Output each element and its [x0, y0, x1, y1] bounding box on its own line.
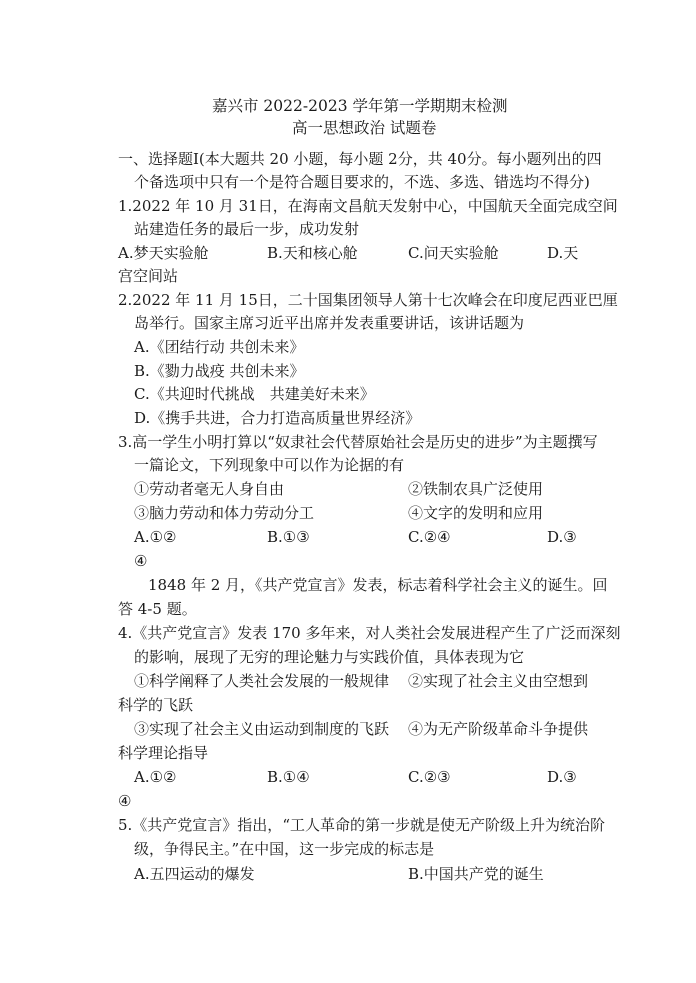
q3-stem-cont: 一篇论文，下列现象中可以作为论据的有: [134, 456, 405, 474]
q5-stem-cont: 级，争得民主。”在中国，这一步完成的标志是: [134, 840, 435, 858]
q1-option-d-cont: 宫空间站: [118, 267, 179, 285]
q1-stem: 1.2022 年 10 月 31日，在海南文昌航天发射中心，中国航天全面完成空间: [118, 197, 618, 215]
section-heading: 一、选择题Ⅰ(本大题共 20 小题，每小题 2分，共 40分。每小题列出的四: [118, 150, 602, 168]
q5-option-a: A.五四运动的爆发: [134, 865, 255, 883]
q4-item-2-cont: 科学的飞跃: [118, 696, 194, 714]
q4-item-2: ②实现了社会主义由空想到: [408, 672, 589, 690]
exam-subtitle: 高一思想政治 试题卷: [292, 119, 437, 137]
q3-item-4: ④文字的发明和应用: [408, 504, 544, 522]
q4-stem-cont: 的影响，展现了无穷的理论魅力与实践价值，具体表现为它: [134, 648, 525, 666]
q4-item-1: ①科学阐释了人类社会发展的一般规律: [134, 672, 390, 690]
q5-stem: 5.《共产党宣言》指出，“工人革命的第一步就是使无产阶级上升为统治阶: [118, 816, 605, 834]
q2-stem: 2.2022 年 11 月 15日，二十国集团领导人第十七次峰会在印度尼西亚巴厘: [118, 291, 618, 309]
q4-item-3: ③实现了社会主义由运动到制度的飞跃: [134, 720, 390, 738]
q4-option-a: A.①②: [134, 768, 177, 786]
q4-item-4: ④为无产阶级革命斗争提供: [408, 720, 589, 738]
q1-option-b: B.天和核心舱: [267, 244, 358, 262]
q1-stem-cont: 站建造任务的最后一步，成功发射: [134, 220, 360, 238]
q1-option-d: D.天: [547, 244, 579, 262]
material-text-cont: 答 4-5 题。: [118, 600, 197, 618]
q4-option-d-cont: ④: [118, 792, 132, 810]
material-text: 1848 年 2 月，《共产党宣言》发表，标志着科学社会主义的诞生。回: [148, 576, 608, 594]
q4-option-b: B.①④: [267, 768, 310, 786]
q3-option-d-cont: ④: [134, 552, 148, 570]
q1-option-c: C.问天实验舱: [408, 244, 499, 262]
q4-item-4-cont: 科学理论指导: [118, 744, 209, 762]
q3-item-1: ①劳动者毫无人身自由: [134, 480, 285, 498]
q4-stem: 4.《共产党宣言》发表 170 多年来，对人类社会发展进程产生了广泛而深刻: [118, 624, 621, 642]
q2-option-d: D.《携手共进，合力打造高质量世界经济》: [134, 409, 421, 427]
section-heading-cont: 个备选项中只有一个是符合题目要求的，不选、多选、错选均不得分): [134, 173, 590, 191]
q3-option-d: D.③: [547, 528, 577, 546]
q2-option-a: A.《团结行动 共创未来》: [134, 338, 305, 356]
exam-title: 嘉兴市 2022-2023 学年第一学期期末检测: [212, 97, 508, 115]
q3-option-a: A.①②: [134, 528, 177, 546]
q3-option-b: B.①③: [267, 528, 310, 546]
q4-option-c: C.②③: [408, 768, 451, 786]
q4-option-d: D.③: [547, 768, 577, 786]
q3-option-c: C.②④: [408, 528, 451, 546]
q2-option-b: B.《勠力战疫 共创未来》: [134, 362, 305, 380]
q5-option-b: B.中国共产党的诞生: [408, 865, 544, 883]
q1-option-a: A.梦天实验舱: [118, 244, 209, 262]
q2-stem-cont: 岛举行。国家主席习近平出席并发表重要讲话，该讲话题为: [134, 314, 525, 332]
q3-item-2: ②铁制农具广泛使用: [408, 480, 544, 498]
q3-stem: 3.高一学生小明打算以“奴隶社会代替原始社会是历史的进步”为主题撰写: [118, 433, 598, 451]
q3-item-3: ③脑力劳动和体力劳动分工: [134, 504, 315, 522]
q2-option-c: C.《共迎时代挑战 共建美好未来》: [134, 385, 375, 403]
